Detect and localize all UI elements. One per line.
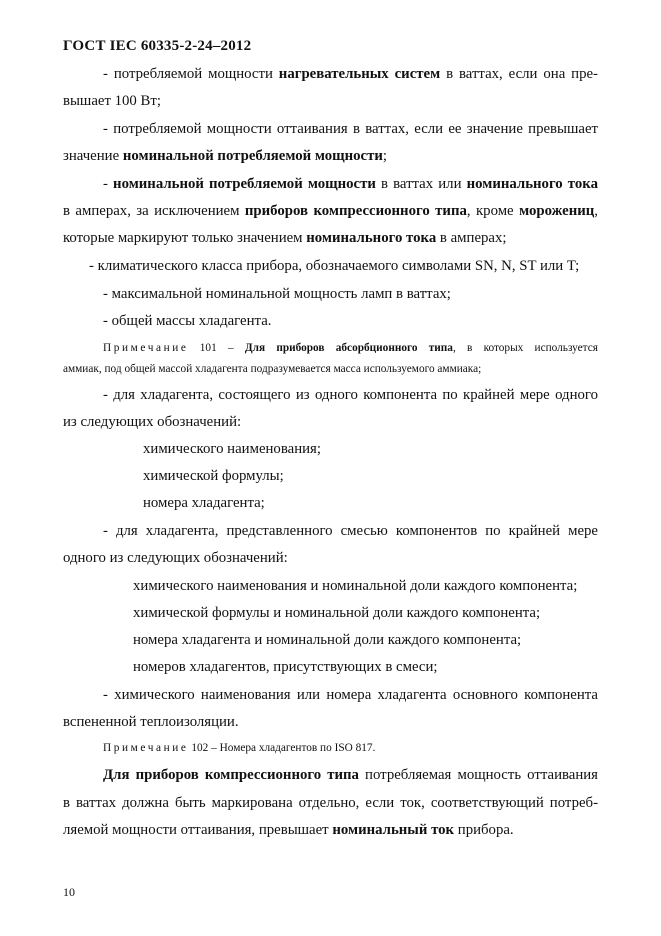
paragraph-rated-power-line1: - номинальной потребляемой мощности в ваттах или номинального тока [103, 176, 598, 192]
paragraph-rated-power-line2: в амперах, за исключением приборов компрессионного типа, кроме морожениц, [63, 203, 598, 219]
list-item-refrigerant-number: номера хладагента; [143, 495, 265, 511]
paragraph-compression-line2: в ваттах должна быть маркирована отдельно, если ток, соответствующий потреб- [63, 795, 598, 811]
paragraph-mixture-line1: - для хладагента, представленного смесью компонентов по крайней мере [103, 523, 598, 539]
paragraph-foam-insulation-line1: - химического наименования или номера хладагента основного компонента [103, 687, 598, 703]
paragraph-compression-line1: Для приборов компрессионного типа потребляемая мощность оттаивания [103, 767, 598, 783]
list-item-chemical-name: химического наименования; [143, 441, 321, 457]
paragraph-heating-systems-line2: вышает 100 Вт; [63, 93, 161, 109]
note-101-line2: аммиак, под общей массой хладагента подразумевается масса используемого аммиака; [63, 363, 482, 375]
paragraph-compression-line3: ляемой мощности оттаивания, превышает номинальный ток прибора. [63, 822, 514, 838]
paragraph-mixture-line2: одного из следующих обозначений: [63, 550, 288, 566]
paragraph-defrost-line1: - потребляемой мощности оттаивания в ваттах, если ее значение превышает [103, 121, 598, 137]
paragraph-refrigerant-mass: - общей массы хладагента. [103, 313, 272, 329]
document-header: ГОСТ IEC 60335-2-24–2012 [63, 38, 252, 54]
list-item-mix-refrigerant-number: номера хладагента и номинальной доли каждого компонента; [133, 632, 522, 648]
page-number: 10 [63, 885, 75, 899]
paragraph-defrost-line2: значение номинальной потребляемой мощности; [63, 148, 388, 164]
paragraph-rated-power-line3: которые маркируют только значением номинального тока в амперах; [63, 230, 507, 246]
list-item-mix-refrigerant-numbers: номеров хладагентов, присутствующих в смеси; [133, 659, 438, 675]
note-101-line1: Примечание 101 – Для приборов абсорбционного типа, в которых используется [103, 342, 598, 354]
list-item-chemical-formula: химической формулы; [143, 468, 284, 484]
paragraph-single-refrigerant-line1: - для хладагента, состоящего из одного компонента по крайней мере одного [103, 387, 598, 403]
note-102: Примечание 102 – Номера хладагентов по ISO 817. [103, 742, 376, 754]
list-item-mix-chemical-formula: химической формулы и номинальной доли каждого компонента; [133, 605, 541, 621]
list-item-mix-chemical-name: химического наименования и номинальной доли каждого компонента; [133, 578, 578, 594]
paragraph-single-refrigerant-line2: из следующих обозначений: [63, 414, 242, 430]
paragraph-climate-class: - климатического класса прибора, обозначаемого символами SN, N, ST или T; [89, 258, 580, 274]
paragraph-heating-systems-line1: - потребляемой мощности нагревательных систем в ваттах, если она пре- [103, 66, 598, 82]
paragraph-foam-insulation-line2: вспененной теплоизоляции. [63, 714, 239, 730]
paragraph-lamp-power: - максимальной номинальной мощность ламп в ваттах; [103, 286, 451, 302]
